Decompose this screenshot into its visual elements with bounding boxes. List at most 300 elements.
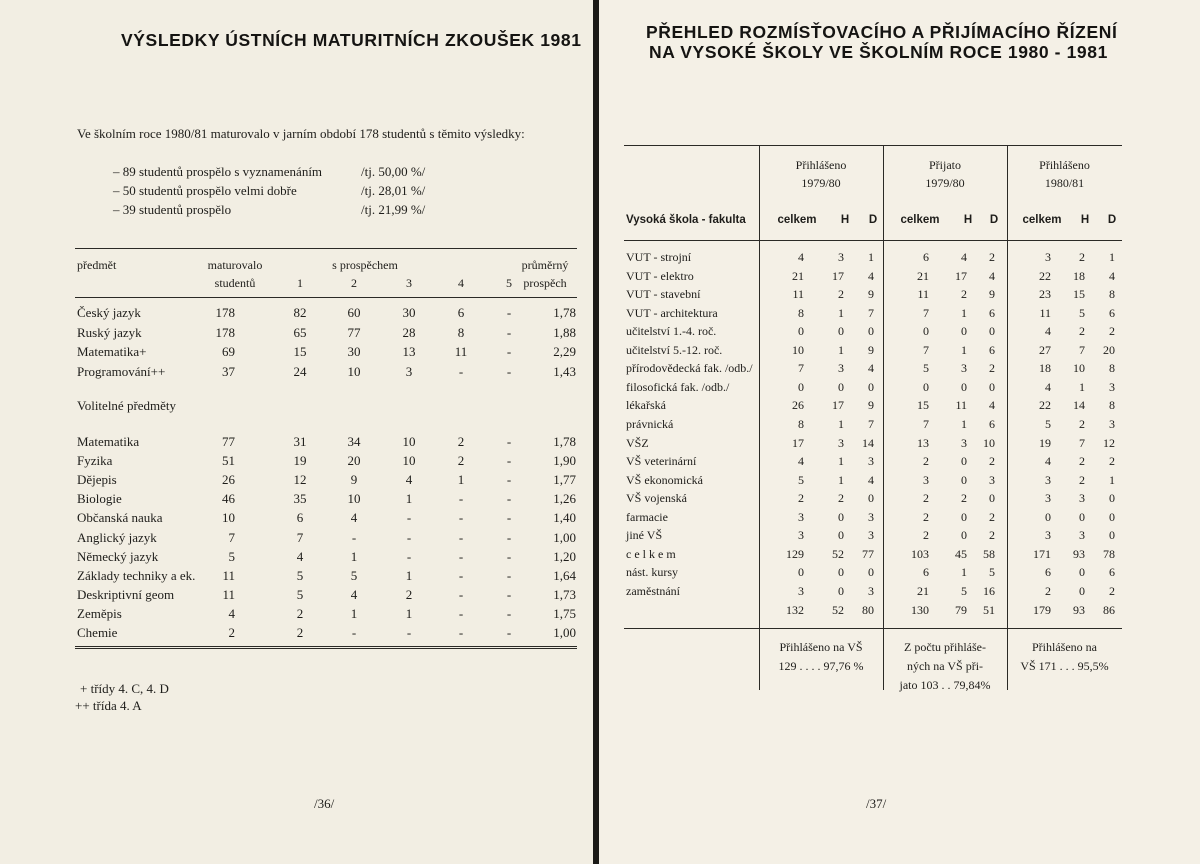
table-cell: 8 [798, 416, 804, 431]
table-cell: 0 [923, 379, 929, 394]
table-cell: 1 [961, 416, 967, 431]
subheader-total: celkem [777, 214, 817, 226]
table-cell: 10 [222, 510, 235, 526]
header-graduated: maturovalo [207, 258, 263, 272]
table-cell: 1 [457, 472, 465, 488]
table-cell: 3 [798, 583, 804, 598]
table-cell: 3 [868, 528, 874, 543]
table-cell: 10 [983, 435, 995, 450]
table-cell: - [506, 605, 512, 621]
table-cell: 1 [838, 305, 844, 320]
school-name: jiné VŠ [626, 528, 663, 543]
table-cell: 14 [1073, 398, 1085, 413]
subject-name: Biologie [77, 491, 122, 507]
subject-name: Fyzika [77, 453, 113, 469]
table-cell: 1,00 [553, 625, 576, 640]
table-cell: 2 [296, 605, 304, 621]
header-rule [75, 297, 577, 298]
table-cell: - [506, 529, 512, 545]
school-name: VŠ veterinární [626, 454, 697, 469]
table-cell: 5 [350, 567, 358, 583]
table-cell: 3 [1109, 379, 1115, 394]
table-cell: 2 [228, 625, 235, 640]
table-cell: 5 [798, 472, 804, 487]
header-average: průměrný [521, 258, 569, 272]
table-cell: 0 [838, 528, 844, 543]
table-cell: 10 [402, 453, 416, 469]
table-cell: 28 [402, 324, 416, 340]
table-cell: 18 [1039, 361, 1051, 376]
table-cell: 5 [228, 548, 235, 564]
table-cell: 30 [402, 305, 416, 320]
table-cell: 7 [868, 416, 874, 431]
table-cell: - [506, 586, 512, 602]
table-cell: 3 [1079, 528, 1085, 543]
table-cell: 0 [868, 324, 874, 339]
table-cell: - [506, 363, 512, 379]
table-cell: 8 [1109, 287, 1115, 302]
table-cell: 23 [1039, 287, 1051, 302]
table-cell: 60 [347, 305, 361, 320]
table-cell: 6 [1045, 565, 1051, 580]
table-cell: 78 [1103, 546, 1115, 561]
table-cell: 2 [1109, 454, 1115, 469]
table-cell: 26 [792, 398, 804, 413]
table-cell: 11 [222, 567, 235, 583]
table-cell: 17 [955, 268, 967, 283]
table-cell: 1,78 [553, 434, 576, 449]
table-cell: 0 [868, 379, 874, 394]
subheader-d: D [989, 214, 999, 226]
table-cell: 0 [961, 379, 967, 394]
table-cell: - [506, 324, 512, 340]
table-cell: 3 [405, 363, 413, 379]
table-cell: 20 [347, 453, 361, 469]
table-top-rule [75, 248, 577, 249]
table-cell: 4 [1109, 268, 1115, 283]
table-cell: 3 [1109, 416, 1115, 431]
table-cell: 4 [798, 454, 804, 469]
table-cell: 6 [457, 305, 465, 320]
school-name: farmacie [626, 509, 668, 524]
table-cell: 0 [1079, 565, 1085, 580]
table-cell: 9 [868, 398, 874, 413]
table-cell: 3 [798, 528, 804, 543]
table-cell: 10 [402, 434, 416, 449]
table-cell: 2 [923, 509, 929, 524]
table-cell: 93 [1073, 546, 1085, 561]
table-cell: 2 [838, 287, 844, 302]
table-cell: 2 [1109, 324, 1115, 339]
table-cell: 37 [222, 363, 235, 379]
table-cell: 1 [350, 548, 358, 564]
subheader-d: D [868, 214, 878, 226]
table-cell: 4 [989, 268, 995, 283]
table-cell: 1 [1109, 472, 1115, 487]
table-cell: 3 [798, 509, 804, 524]
table-cell: 0 [798, 324, 804, 339]
table-cell: 0 [798, 565, 804, 580]
table-cell: 10 [1073, 361, 1085, 376]
table-cell: - [406, 529, 412, 545]
subheader-h: H [840, 214, 850, 226]
table-cell: 15 [293, 344, 307, 359]
table-top-rule [624, 145, 1122, 146]
table-cell: 6 [989, 416, 995, 431]
table-cell: 51 [222, 453, 235, 469]
header-group-accepted-year: 1979/80 [925, 176, 965, 190]
subject-name: Základy techniky a ek. [77, 567, 196, 583]
table-cell: 0 [868, 491, 874, 506]
table-cell: 51 [983, 603, 995, 617]
table-cell: 103 [911, 546, 929, 561]
table-cell: 1 [961, 565, 967, 580]
table-cell: 5 [296, 567, 304, 583]
summary-accepted-value: jato 103 . . 79,84% [899, 678, 991, 692]
table-cell: - [506, 305, 512, 320]
subheader-total: celkem [1022, 214, 1062, 226]
table-cell: 17 [832, 398, 844, 413]
optional-heading: Volitelné předměty [77, 398, 177, 413]
header-grades: s prospěchem [332, 258, 398, 272]
table-cell: 2 [923, 454, 929, 469]
table-cell: 65 [293, 324, 307, 340]
table-cell: 86 [1103, 603, 1115, 617]
table-cell: 9 [350, 472, 358, 488]
table-cell: 130 [911, 603, 929, 617]
school-name: přírodovědecká fak. /odb./ [626, 361, 753, 376]
table-cell: 0 [1045, 509, 1051, 524]
table-cell: 3 [1045, 472, 1051, 487]
table-cell: 2,29 [553, 344, 576, 359]
header-rule [624, 240, 1122, 241]
table-cell: 5 [1079, 305, 1085, 320]
page-number: /37/ [866, 796, 887, 811]
table-cell: 3 [868, 454, 874, 469]
table-cell: - [458, 491, 464, 507]
table-cell: 12 [1103, 435, 1115, 450]
subject-name: Ruský jazyk [77, 324, 142, 340]
table-cell: 4 [1045, 454, 1051, 469]
header-grade-4: 4 [458, 276, 464, 290]
table-cell: 6 [1109, 565, 1115, 580]
table-cell: 2 [1079, 416, 1085, 431]
subject-name: Matematika [77, 434, 140, 449]
header-group-applied: Přihlášeno [795, 158, 847, 172]
table-cell: 1 [350, 605, 358, 621]
right-page [599, 0, 1200, 864]
table-cell: 2 [1109, 583, 1115, 598]
table-cell: 77 [347, 324, 361, 340]
table-cell: 0 [1079, 509, 1085, 524]
table-cell: 6 [1109, 305, 1115, 320]
table-cell: 7 [228, 529, 235, 545]
school-name: lékařská [626, 398, 666, 413]
table-cell: 2 [457, 434, 465, 449]
result-line: – 89 studentů prospělo s vyznamenáním [113, 164, 323, 179]
school-name: VUT - architektura [626, 305, 718, 320]
table-cell: 1,20 [553, 548, 576, 564]
result-percent: /tj. 21,99 %/ [361, 202, 426, 217]
table-cell: 1 [1109, 250, 1115, 264]
table-cell: 1 [1079, 379, 1085, 394]
subheader-total: celkem [900, 214, 940, 226]
table-cell: 4 [228, 605, 235, 621]
table-cell: 11 [454, 344, 468, 359]
subheader-h: H [963, 214, 973, 226]
table-cell: 2 [989, 250, 995, 264]
table-cell: 6 [989, 342, 995, 357]
left-page [0, 0, 593, 864]
table-cell: - [506, 625, 512, 640]
table-cell: 6 [989, 305, 995, 320]
table-cell: 1,64 [553, 567, 576, 583]
table-cell: 1 [961, 342, 967, 357]
table-cell: 13 [917, 435, 929, 450]
table-cell: 132 [786, 603, 804, 617]
table-cell: 26 [222, 472, 235, 488]
summary-applied-value: 129 . . . . 97,76 % [778, 659, 864, 673]
column-divider [759, 145, 760, 690]
table-cell: - [506, 434, 512, 449]
page-title-line-2: NA VYSOKÉ ŠKOLY VE ŠKOLNÍM ROCE 1980 - 1981 [649, 42, 1108, 62]
school-name: VUT - elektro [626, 268, 694, 283]
table-cell: 13 [402, 344, 416, 359]
table-cell: 0 [1079, 583, 1085, 598]
subheader-d: D [1107, 214, 1117, 226]
table-cell: 10 [347, 363, 361, 379]
table-cell: - [506, 344, 512, 359]
table-cell: 178 [215, 305, 235, 320]
header-group-applied-next: Přihlášeno [1039, 158, 1090, 172]
table-cell: 4 [868, 268, 874, 283]
subject-name: Programování++ [77, 363, 166, 379]
table-cell: 1 [838, 472, 844, 487]
table-cell: 2 [1079, 324, 1085, 339]
table-cell: 3 [1045, 250, 1051, 264]
school-name: učitelství 1.-4. roč. [626, 324, 717, 339]
table-cell: - [458, 625, 464, 640]
table-cell: 8 [798, 305, 804, 320]
table-cell: 8 [1109, 361, 1115, 376]
summary-accepted: Z počtu přihláše- [904, 640, 986, 654]
table-cell: 2 [989, 361, 995, 376]
subject-name: Občanská nauka [77, 510, 163, 526]
table-cell: 20 [1103, 342, 1115, 357]
table-cell: 69 [222, 344, 235, 359]
table-cell: 11 [917, 287, 929, 302]
table-cell: 15 [1073, 287, 1085, 302]
table-cell: 0 [989, 491, 995, 506]
table-cell: 3 [838, 250, 844, 264]
subject-name: Dějepis [77, 472, 117, 488]
header-graduated-2: studentů [214, 276, 256, 290]
result-percent: /tj. 50,00 %/ [361, 164, 426, 179]
table-cell: 2 [989, 528, 995, 543]
table-cell: 21 [917, 583, 929, 598]
table-cell: - [406, 548, 412, 564]
table-cell: 1,75 [553, 605, 576, 621]
table-cell: 5 [296, 586, 304, 602]
table-cell: 5 [1045, 416, 1051, 431]
table-cell: 52 [832, 546, 844, 561]
table-cell: 0 [961, 324, 967, 339]
subject-name: Německý jazyk [77, 548, 159, 564]
school-name: právnická [626, 416, 674, 431]
header-grade-5: 5 [506, 276, 512, 290]
table-cell: 179 [1033, 603, 1051, 617]
table-cell: 7 [868, 305, 874, 320]
table-cell: 34 [347, 434, 361, 449]
page-title-line-1: PŘEHLED ROZMÍSŤOVACÍHO A PŘIJÍMACÍHO ŘÍZENÍ [646, 22, 1118, 42]
table-cell: 8 [457, 324, 465, 340]
table-cell: 2 [798, 491, 804, 506]
table-cell: 11 [955, 398, 967, 413]
table-cell: 3 [1045, 528, 1051, 543]
table-cell: - [506, 472, 512, 488]
table-cell: 58 [983, 546, 995, 561]
header-subject: předmět [77, 258, 117, 272]
table-cell: 0 [838, 324, 844, 339]
table-cell: 4 [405, 472, 413, 488]
table-cell: 4 [798, 250, 804, 264]
table-cell: 2 [923, 491, 929, 506]
table-cell: 17 [832, 268, 844, 283]
table-cell: 171 [1033, 546, 1051, 561]
header-grade-2: 2 [351, 276, 357, 290]
table-cell: 0 [838, 379, 844, 394]
table-cell: 11 [792, 287, 804, 302]
table-cell: - [458, 605, 464, 621]
school-name: VŠZ [626, 435, 649, 450]
table-cell: - [506, 491, 512, 507]
table-cell: 7 [798, 361, 804, 376]
table-cell: 0 [961, 472, 967, 487]
table-cell: - [406, 625, 412, 640]
table-cell: 4 [350, 586, 358, 602]
table-cell: 21 [917, 268, 929, 283]
table-cell: 4 [961, 250, 967, 264]
subject-name: Anglický jazyk [77, 529, 157, 545]
table-cell: 14 [862, 435, 874, 450]
table-cell: 3 [989, 472, 995, 487]
school-name: VUT - stavební [626, 287, 701, 302]
table-cell: 16 [983, 583, 995, 598]
table-cell: 12 [293, 472, 307, 488]
subject-name: Český jazyk [77, 305, 141, 320]
header-average-2: prospěch [523, 276, 567, 290]
table-cell: 10 [347, 491, 361, 507]
table-cell: 3 [961, 361, 967, 376]
result-line: – 50 studentů prospělo velmi dobře [113, 183, 297, 198]
result-line: – 39 studentů prospělo [113, 202, 232, 217]
table-cell: 19 [293, 453, 307, 469]
header-group-accepted: Přijato [929, 158, 961, 172]
table-cell: 0 [838, 583, 844, 598]
table-cell: 3 [1079, 491, 1085, 506]
table-cell: 2 [296, 625, 304, 640]
table-cell: 0 [961, 454, 967, 469]
table-cell: 7 [1079, 435, 1085, 450]
table-cell: - [506, 453, 512, 469]
table-cell: 22 [1039, 398, 1051, 413]
table-cell: - [506, 510, 512, 526]
table-cell: 4 [868, 472, 874, 487]
table-cell: 1 [838, 454, 844, 469]
table-cell: 0 [838, 509, 844, 524]
result-percent: /tj. 28,01 %/ [361, 183, 426, 198]
table-cell: 2 [405, 586, 413, 602]
table-cell: 4 [868, 361, 874, 376]
table-cell: 45 [955, 546, 967, 561]
table-cell: 80 [862, 603, 874, 617]
table-cell: 4 [989, 398, 995, 413]
summary-applied-next-value: VŠ 171 . . . 95,5% [1020, 659, 1109, 673]
table-cell: 4 [296, 548, 304, 564]
table-cell: 1 [405, 491, 413, 507]
page-number: /36/ [314, 796, 335, 811]
table-cell: 9 [868, 342, 874, 357]
header-grade-3: 3 [406, 276, 412, 290]
column-divider [883, 145, 884, 690]
table-cell: 1,78 [553, 305, 576, 320]
table-cell: 2 [961, 491, 967, 506]
table-cell: 21 [792, 268, 804, 283]
table-cell: 5 [961, 583, 967, 598]
table-cell: 5 [989, 565, 995, 580]
summary-accepted-2: ných na VŠ při- [906, 659, 984, 673]
table-cell: 3 [868, 509, 874, 524]
school-name: zaměstnání [626, 583, 680, 598]
table-cell: - [458, 586, 464, 602]
table-cell: - [506, 548, 512, 564]
table-cell: 1,26 [553, 491, 576, 507]
table-cell: 0 [989, 324, 995, 339]
table-cell: 1 [405, 567, 413, 583]
table-cell: - [406, 510, 412, 526]
table-cell: 3 [838, 361, 844, 376]
totals-rule [624, 628, 1122, 629]
table-cell: 1 [961, 305, 967, 320]
subject-name: Deskriptivní geom [77, 586, 175, 602]
table-cell: 4 [1045, 379, 1051, 394]
table-cell: 46 [222, 491, 235, 507]
school-name: VŠ vojenská [626, 491, 687, 506]
table-cell: 2 [923, 528, 929, 543]
table-cell: 5 [923, 361, 929, 376]
table-cell: 1,43 [553, 363, 576, 379]
table-cell: 2 [989, 509, 995, 524]
table-cell: 1 [838, 416, 844, 431]
table-cell: 8 [1109, 398, 1115, 413]
table-cell: 2 [1079, 454, 1085, 469]
table-cell: - [458, 567, 464, 583]
table-cell: 0 [1109, 528, 1115, 543]
table-cell: 82 [293, 305, 307, 320]
table-cell: 77 [862, 546, 874, 561]
summary-applied: Přihlášeno na VŠ [779, 640, 863, 654]
table-cell: 52 [832, 603, 844, 617]
table-cell: 1 [838, 342, 844, 357]
table-cell: 31 [293, 434, 307, 449]
table-cell: - [458, 548, 464, 564]
table-cell: 1,77 [553, 472, 576, 488]
school-name: učitelství 5.-12. roč. [626, 342, 723, 357]
table-cell: 11 [1039, 305, 1051, 320]
school-name: filosofická fak. /odb./ [626, 379, 730, 394]
table-cell: 7 [923, 342, 929, 357]
table-cell: 1,90 [553, 453, 576, 469]
